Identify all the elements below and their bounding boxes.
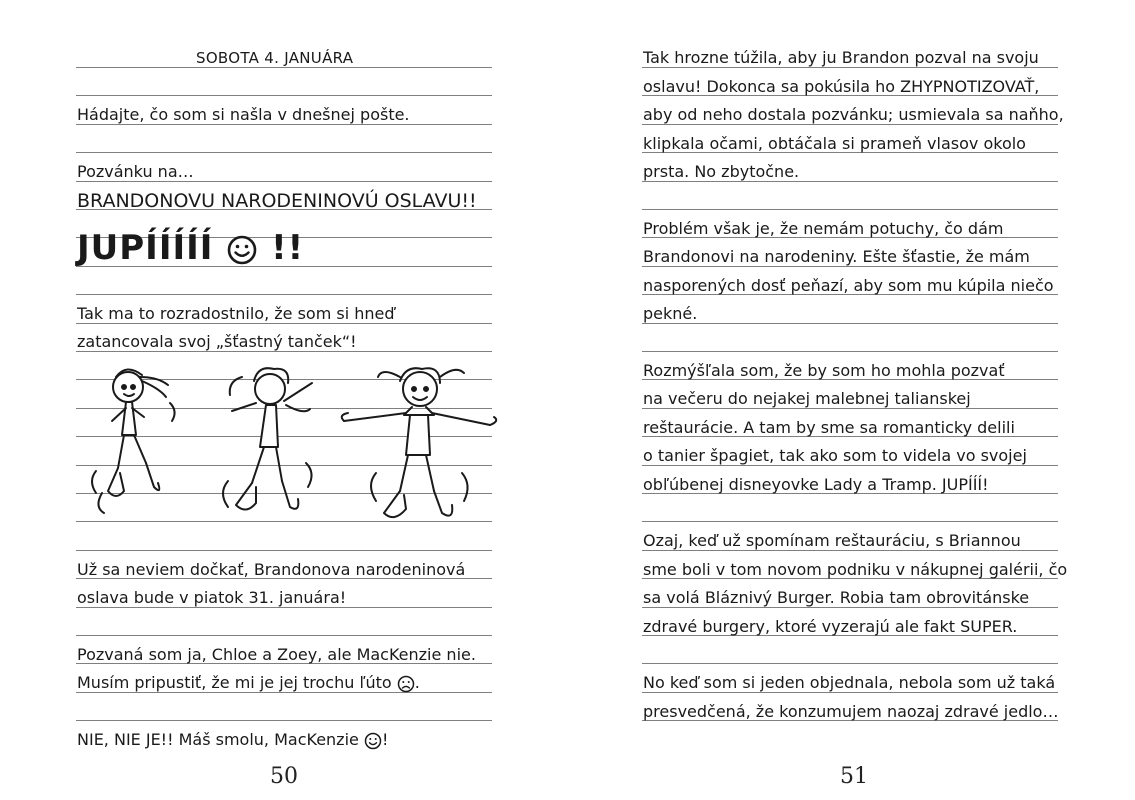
dancing-figure-1: [92, 369, 175, 513]
text-line: klipkala očami, obtáčala si prameň vlasov okolo: [643, 134, 1026, 153]
smiley-icon: [226, 234, 258, 266]
ruled-line: [76, 720, 492, 721]
ruled-line: [642, 521, 1058, 522]
ruled-line: [76, 550, 492, 551]
left-page: [0, 0, 567, 800]
dancing-figure-3: [342, 368, 497, 517]
text-line: reštaurácie. A tam by sme sa romanticky delili: [643, 418, 1015, 437]
ruled-line: [76, 152, 492, 153]
text-line: na večeru do nejakej malebnej talianskej: [643, 389, 971, 408]
text-line: nasporených dosť peňazí, aby som mu kúpila niečo: [643, 276, 1054, 295]
text-line: oslavu! Dokonca sa pokúsila ho ZHYPNOTIZOVAŤ,: [643, 77, 1040, 96]
text-line: No keď som si jeden objednala, nebola som už taká: [643, 673, 1056, 692]
text-line: Brandonovi na narodeniny. Ešte šťastie, že mám: [643, 247, 1030, 266]
text-fragment: NIE, NIE JE!! Máš smolu, MacKenzie: [77, 730, 359, 749]
sad-face-icon: [397, 675, 415, 693]
page-number: 51: [840, 764, 868, 789]
text-line: Rozmýšľala som, že by som ho mohla pozvať: [643, 361, 1005, 380]
ruled-line: [76, 294, 492, 295]
text-fragment: !: [381, 730, 389, 749]
jupi-text: JUPÍÍÍÍÍ: [77, 228, 214, 268]
page-number: 50: [270, 764, 298, 789]
text-line: zdravé burgery, ktoré vyzerajú ale fakt SUPER.: [643, 617, 1018, 636]
text-line: aby od neho dostala pozvánku; usmievala sa naňho,: [643, 105, 1064, 124]
text-line: presvedčená, že konzumujem naozaj zdravé jedlo…: [643, 702, 1059, 721]
text-line: Tak hrozne túžila, aby ju Brandon pozval na svoju: [643, 48, 1039, 67]
text-line: Hádajte, čo som si našla v dnešnej pošte.: [77, 105, 410, 124]
text-line: obľúbenej disneyovke Lady a Tramp. JUPÍÍÍ!: [643, 475, 989, 494]
text-line: Ozaj, keď už spomínam reštauráciu, s Briannou: [643, 531, 1021, 550]
text-line: Už sa neviem dočkať, Brandonova narodeninová: [77, 560, 466, 579]
smiley-icon: [364, 732, 382, 750]
text-line: oslava bude v piatok 31. januára!: [77, 588, 347, 607]
text-fragment: Musím pripustiť, že mi je jej trochu ľúto: [77, 673, 392, 692]
text-line: sme boli v tom novom podniku v nákupnej galérii, čo: [643, 560, 1068, 579]
ruled-line: [76, 95, 492, 96]
text-fragment: .: [414, 673, 420, 692]
text-line: Problém však je, že nemám potuchy, čo dám: [643, 219, 1004, 238]
text-line: zatancovala svoj „šťastný tanček“!: [77, 332, 357, 351]
ruled-line: [642, 209, 1058, 210]
text-line: o tanier špagiet, tak ako som to videla vo svojej: [643, 446, 1027, 465]
text-line: Tak ma to rozradostnilo, že som si hneď: [77, 304, 395, 323]
jupi-line: [77, 228, 304, 268]
text-line: prsta. No zbytočne.: [643, 162, 800, 181]
ruled-line: [642, 663, 1058, 664]
shout-line: BRANDONOVU NARODENINOVÚ OSLAVU!!: [77, 190, 477, 212]
text-line: pekné.: [643, 304, 698, 323]
text-line: Pozvánku na…: [77, 162, 194, 181]
text-line-with-icon: [77, 730, 388, 750]
text-line: sa volá Bláznivý Burger. Robia tam obrovitánske: [643, 588, 1030, 607]
text-line: Pozvaná som ja, Chloe a Zoey, ale MacKenzie nie.: [77, 645, 476, 664]
exclamation-text: !!: [271, 228, 305, 268]
happy-dance-drawing: [78, 363, 506, 533]
text-line-with-icon: [77, 673, 420, 693]
ruled-line: [642, 323, 1058, 324]
date-heading: SOBOTA 4. JANUÁRA: [196, 49, 354, 67]
ruled-line: [76, 635, 492, 636]
ruled-line: [642, 351, 1058, 352]
right-page: [567, 0, 1135, 800]
dancing-figure-2: [223, 368, 312, 509]
